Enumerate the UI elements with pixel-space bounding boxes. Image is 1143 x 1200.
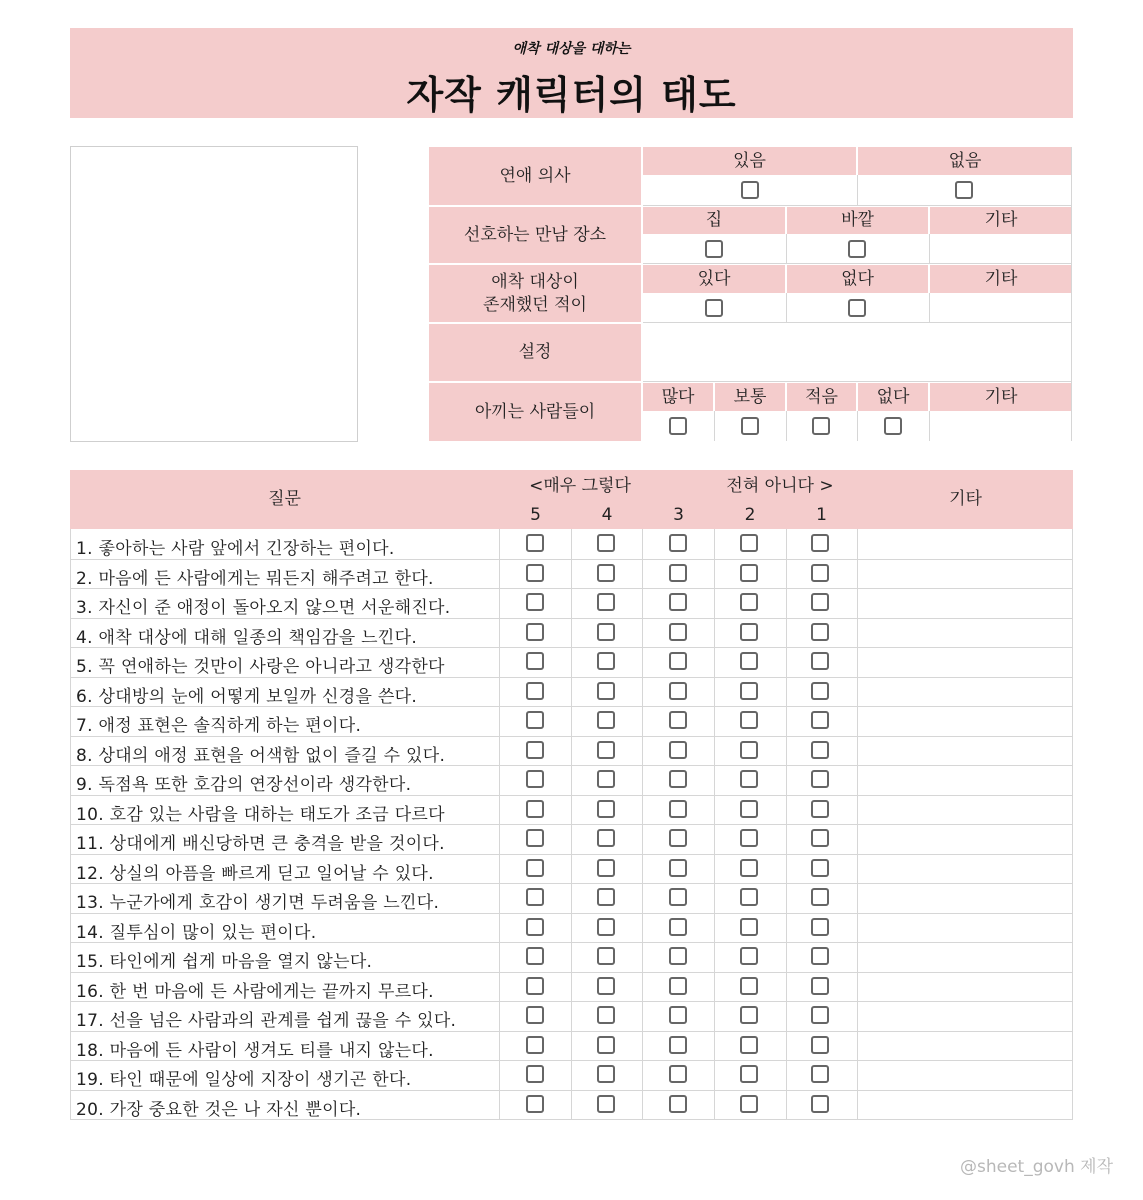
rating-checkbox-3[interactable]: [669, 652, 687, 670]
rating-checkbox-3[interactable]: [669, 859, 687, 877]
scale-number: 1: [816, 504, 827, 525]
other-field[interactable]: [858, 530, 1072, 560]
question-text: 4. 애착 대상에 대해 일종의 책임감을 느낀다.: [76, 627, 418, 648]
rating-checkbox-2[interactable]: [740, 593, 758, 611]
rating-checkbox-5[interactable]: [526, 1065, 544, 1083]
grid-line: [786, 234, 787, 263]
rating-checkbox-2[interactable]: [740, 652, 758, 670]
grid-line: [929, 411, 930, 441]
scale-number: 5: [530, 504, 541, 525]
rating-checkbox-2[interactable]: [740, 564, 758, 582]
rating-checkbox-5[interactable]: [526, 682, 544, 700]
existed-option-other: 기타: [930, 265, 1072, 293]
rating-checkbox-2[interactable]: [740, 770, 758, 788]
question-text: 8. 상대의 애정 표현을 어색함 없이 즐길 수 있다.: [76, 745, 446, 766]
other-field[interactable]: [858, 914, 1072, 944]
rating-checkbox-2[interactable]: [740, 1006, 758, 1024]
other-field[interactable]: [858, 560, 1072, 590]
rating-checkbox-2[interactable]: [740, 711, 758, 729]
place-other-field[interactable]: [930, 236, 1072, 263]
page-title: 자작 캐릭터의 태도: [406, 73, 737, 117]
question-text: 10. 호감 있는 사람을 대하는 태도가 조금 다르다: [76, 804, 445, 825]
rating-checkbox-4[interactable]: [597, 623, 615, 641]
grid-line: [857, 411, 858, 441]
other-field[interactable]: [858, 796, 1072, 826]
question-text: 11. 상대에게 배신당하면 큰 충격을 받을 것이다.: [76, 834, 445, 854]
rating-checkbox-5[interactable]: [526, 593, 544, 611]
existed-label-line1: 애착 대상이: [491, 272, 579, 293]
rating-checkbox-5[interactable]: [526, 652, 544, 670]
other-field[interactable]: [858, 825, 1072, 855]
romance-no-checkbox[interactable]: [955, 181, 973, 199]
rating-checkbox-1[interactable]: [811, 859, 829, 877]
place-home-checkbox[interactable]: [705, 240, 723, 258]
rating-checkbox-1[interactable]: [811, 711, 829, 729]
rating-checkbox-4[interactable]: [597, 1036, 615, 1054]
rating-checkbox-3[interactable]: [669, 947, 687, 965]
existed-no-checkbox[interactable]: [848, 299, 866, 317]
other-field[interactable]: [858, 1002, 1072, 1032]
rating-checkbox-4[interactable]: [597, 918, 615, 936]
subtitle: 애착 대상을 대하는: [512, 41, 631, 57]
scale-number: 3: [673, 504, 684, 525]
rating-checkbox-4[interactable]: [597, 593, 615, 611]
rating-checkbox-3[interactable]: [669, 918, 687, 936]
other-field[interactable]: [858, 943, 1072, 973]
existed-label: [429, 265, 641, 322]
romance-label: 연애 의사: [429, 147, 641, 205]
rating-checkbox-5[interactable]: [526, 1095, 544, 1113]
rating-checkbox-1[interactable]: [811, 1036, 829, 1054]
question-text: 19. 타인 때문에 일상에 지장이 생기곤 한다.: [76, 1070, 412, 1090]
other-field[interactable]: [858, 707, 1072, 737]
rating-checkbox-3[interactable]: [669, 977, 687, 995]
question-text: 1. 좋아하는 사람 앞에서 긴장하는 편이다.: [76, 539, 395, 559]
grid-line: [714, 411, 715, 441]
rating-checkbox-2[interactable]: [740, 534, 758, 552]
question-text: 3. 자신이 준 애정이 돌아오지 않으면 서운해진다.: [76, 598, 451, 618]
romance-yes-checkbox[interactable]: [741, 181, 759, 199]
rating-checkbox-4[interactable]: [597, 977, 615, 995]
rating-checkbox-2[interactable]: [740, 977, 758, 995]
cherish-option-few: 적음: [787, 383, 856, 411]
question-text: 14. 질투심이 많이 있는 편이다.: [76, 922, 317, 943]
question-text: 17. 선을 넘은 사람과의 관계를 쉽게 끊을 수 있다.: [76, 1011, 457, 1031]
scale-right-label: 전혀 아니다 >: [726, 475, 834, 496]
rating-checkbox-2[interactable]: [740, 947, 758, 965]
rating-checkbox-2[interactable]: [740, 741, 758, 759]
rating-checkbox-1[interactable]: [811, 1065, 829, 1083]
rating-checkbox-1[interactable]: [811, 947, 829, 965]
rating-checkbox-3[interactable]: [669, 623, 687, 641]
grid-line: [929, 234, 930, 263]
question-text: 12. 상실의 아픔을 빠르게 딛고 일어날 수 있다.: [76, 863, 434, 884]
rating-checkbox-5[interactable]: [526, 859, 544, 877]
grid-line: [786, 293, 787, 322]
rating-checkbox-3[interactable]: [669, 564, 687, 582]
existed-option-yes: 있다: [643, 265, 785, 293]
rating-checkbox-3[interactable]: [669, 1065, 687, 1083]
cherish-many-checkbox[interactable]: [669, 417, 687, 435]
cherish-few-checkbox[interactable]: [812, 417, 830, 435]
rating-checkbox-5[interactable]: [526, 770, 544, 788]
rating-checkbox-5[interactable]: [526, 623, 544, 641]
existed-option-no: 없다: [787, 265, 928, 293]
rating-checkbox-4[interactable]: [597, 741, 615, 759]
rating-checkbox-2[interactable]: [740, 859, 758, 877]
rating-checkbox-1[interactable]: [811, 770, 829, 788]
rating-checkbox-1[interactable]: [811, 829, 829, 847]
rating-checkbox-1[interactable]: [811, 977, 829, 995]
question-text: 15. 타인에게 쉽게 마음을 열지 않는다.: [76, 952, 373, 972]
rating-checkbox-3[interactable]: [669, 741, 687, 759]
grid-line: [929, 293, 930, 322]
rating-checkbox-1[interactable]: [811, 682, 829, 700]
cherish-label: 아끼는 사람들이: [429, 383, 641, 441]
place-option-other: 기타: [930, 207, 1072, 234]
rating-checkbox-4[interactable]: [597, 947, 615, 965]
place-outside-checkbox[interactable]: [848, 240, 866, 258]
rating-checkbox-2[interactable]: [740, 800, 758, 818]
existed-label-line2: 존재했던 적이: [483, 294, 587, 315]
rating-checkbox-1[interactable]: [811, 888, 829, 906]
rating-checkbox-3[interactable]: [669, 1006, 687, 1024]
rating-checkbox-3[interactable]: [669, 829, 687, 847]
rating-checkbox-2[interactable]: [740, 1065, 758, 1083]
grid-line: [643, 263, 1072, 264]
rating-checkbox-5[interactable]: [526, 800, 544, 818]
rating-checkbox-4[interactable]: [597, 1006, 615, 1024]
rating-checkbox-5[interactable]: [526, 829, 544, 847]
place-label: 선호하는 만남 장소: [429, 207, 641, 263]
rating-checkbox-2[interactable]: [740, 1036, 758, 1054]
cherish-normal-checkbox[interactable]: [741, 417, 759, 435]
rating-checkbox-2[interactable]: [740, 918, 758, 936]
rating-checkbox-4[interactable]: [597, 770, 615, 788]
rating-checkbox-4[interactable]: [597, 564, 615, 582]
question-text: 9. 독점욕 또한 호감의 연장선이라 생각한다.: [76, 775, 412, 795]
rating-checkbox-5[interactable]: [526, 741, 544, 759]
rating-checkbox-4[interactable]: [597, 682, 615, 700]
rating-checkbox-5[interactable]: [526, 711, 544, 729]
rating-checkbox-3[interactable]: [669, 534, 687, 552]
character-image-box[interactable]: [70, 146, 358, 442]
question-text: 5. 꼭 연애하는 것만이 사랑은 아니라고 생각한다: [76, 657, 445, 677]
rating-checkbox-5[interactable]: [526, 918, 544, 936]
rating-checkbox-2[interactable]: [740, 829, 758, 847]
cherish-option-other: 기타: [930, 383, 1072, 411]
romance-option-no: 없음: [858, 147, 1072, 175]
rating-checkbox-3[interactable]: [669, 800, 687, 818]
rating-checkbox-1[interactable]: [811, 652, 829, 670]
other-field[interactable]: [858, 1091, 1072, 1121]
question-text: 20. 가장 중요한 것은 나 자신 뿐이다.: [76, 1099, 362, 1120]
credit-text: @sheet_govh 제작: [960, 1157, 1113, 1177]
grid-line: [857, 175, 858, 205]
rating-checkbox-1[interactable]: [811, 1006, 829, 1024]
rating-checkbox-4[interactable]: [597, 859, 615, 877]
rating-checkbox-3[interactable]: [669, 888, 687, 906]
grid-line: [786, 411, 787, 441]
rating-checkbox-4[interactable]: [597, 711, 615, 729]
rating-checkbox-3[interactable]: [669, 711, 687, 729]
rating-checkbox-5[interactable]: [526, 977, 544, 995]
question-text: 16. 한 번 마음에 든 사람에게는 끝까지 무르다.: [76, 981, 434, 1002]
rating-checkbox-1[interactable]: [811, 918, 829, 936]
rating-checkbox-1[interactable]: [811, 564, 829, 582]
rating-checkbox-1[interactable]: [811, 593, 829, 611]
other-field[interactable]: [858, 678, 1072, 708]
rating-checkbox-2[interactable]: [740, 888, 758, 906]
scale-number: 4: [601, 504, 613, 525]
other-field[interactable]: [858, 884, 1072, 914]
grid-line: [70, 1119, 1073, 1120]
question-text: 18. 마음에 든 사람이 생겨도 티를 내지 않는다.: [76, 1040, 434, 1061]
rating-checkbox-1[interactable]: [811, 623, 829, 641]
rating-checkbox-2[interactable]: [740, 682, 758, 700]
place-option-outside: 바깥: [787, 207, 928, 234]
rating-checkbox-3[interactable]: [669, 770, 687, 788]
rating-checkbox-2[interactable]: [740, 1095, 758, 1113]
cherish-none-checkbox[interactable]: [884, 417, 902, 435]
rating-checkbox-4[interactable]: [597, 829, 615, 847]
cherish-option-many: 많다: [643, 383, 713, 411]
setting-field[interactable]: [643, 324, 1072, 381]
other-header: 기타: [949, 489, 982, 510]
question-text: 13. 누군가에게 호감이 생기면 두려움을 느낀다.: [76, 893, 440, 913]
grid-line: [643, 381, 1072, 382]
rating-checkbox-3[interactable]: [669, 1095, 687, 1113]
rating-checkbox-5[interactable]: [526, 564, 544, 582]
other-field[interactable]: [858, 855, 1072, 885]
question-text: 6. 상대방의 눈에 어떻게 보일까 신경을 쓴다.: [76, 686, 418, 707]
other-field[interactable]: [858, 1061, 1072, 1091]
rating-checkbox-3[interactable]: [669, 593, 687, 611]
rating-checkbox-4[interactable]: [597, 1065, 615, 1083]
romance-option-yes: 있음: [643, 147, 856, 175]
cherish-option-none: 없다: [858, 383, 928, 411]
rating-checkbox-5[interactable]: [526, 1036, 544, 1054]
question-header: 질문: [268, 489, 301, 510]
rating-checkbox-1[interactable]: [811, 534, 829, 552]
other-field[interactable]: [858, 619, 1072, 649]
other-field[interactable]: [858, 766, 1072, 796]
rating-checkbox-5[interactable]: [526, 947, 544, 965]
rating-checkbox-1[interactable]: [811, 741, 829, 759]
scale-number: 2: [744, 504, 756, 525]
title-banner: [70, 28, 1073, 118]
grid-line: [1071, 147, 1072, 441]
question-text: 7. 애정 표현은 솔직하게 하는 편이다.: [76, 716, 362, 736]
other-field[interactable]: [858, 589, 1072, 619]
rating-checkbox-4[interactable]: [597, 888, 615, 906]
rating-checkbox-3[interactable]: [669, 1036, 687, 1054]
other-field[interactable]: [858, 973, 1072, 1003]
setting-label: 설정: [429, 324, 641, 381]
grid-line: [643, 205, 1072, 206]
rating-checkbox-4[interactable]: [597, 1095, 615, 1113]
other-field[interactable]: [858, 648, 1072, 678]
rating-checkbox-3[interactable]: [669, 682, 687, 700]
rating-checkbox-4[interactable]: [597, 534, 615, 552]
cherish-option-normal: 보통: [715, 383, 785, 411]
other-field[interactable]: [858, 1032, 1072, 1062]
existed-yes-checkbox[interactable]: [705, 299, 723, 317]
place-option-home: 집: [643, 207, 785, 234]
other-field[interactable]: [858, 737, 1072, 767]
grid-line: [643, 322, 1072, 323]
rating-checkbox-5[interactable]: [526, 888, 544, 906]
rating-checkbox-5[interactable]: [526, 534, 544, 552]
rating-checkbox-5[interactable]: [526, 1006, 544, 1024]
question-text: 2. 마음에 든 사람에게는 뭐든지 해주려고 한다.: [76, 568, 434, 589]
rating-checkbox-4[interactable]: [597, 652, 615, 670]
rating-checkbox-4[interactable]: [597, 800, 615, 818]
rating-checkbox-1[interactable]: [811, 800, 829, 818]
rating-checkbox-1[interactable]: [811, 1095, 829, 1113]
rating-checkbox-2[interactable]: [740, 623, 758, 641]
scale-left-label: <매우 그렇다: [529, 475, 631, 496]
